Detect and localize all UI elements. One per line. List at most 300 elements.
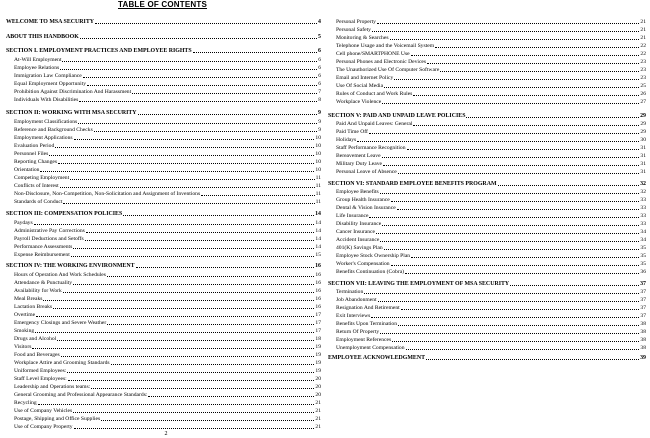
toc-entry[interactable] bbox=[336, 34, 646, 42]
dot-leader bbox=[91, 388, 314, 389]
toc-entry-page: 35 bbox=[640, 261, 646, 267]
dot-leader bbox=[70, 179, 314, 180]
toc-entry-title: Performance Assessments bbox=[14, 244, 73, 250]
toc-entry-title: SECTION VII: LEAVING THE EMPLOYMENT OF MSA SECURITY bbox=[328, 281, 510, 287]
toc-entry[interactable] bbox=[336, 196, 646, 204]
toc-entry-title: Staff Performance Recognition bbox=[336, 145, 406, 151]
toc-entry[interactable] bbox=[336, 288, 646, 296]
toc-entry[interactable] bbox=[336, 58, 646, 66]
toc-entry-page: 10 bbox=[315, 151, 321, 157]
toc-entry-title: Competing Employment bbox=[14, 175, 70, 181]
toc-entry-title: Cancer Insurance bbox=[336, 229, 375, 235]
toc-entry[interactable] bbox=[14, 166, 321, 174]
dot-leader bbox=[62, 61, 317, 62]
toc-entry-title: Reporting Changes bbox=[14, 159, 58, 165]
toc-entry-page: 21 bbox=[315, 400, 321, 406]
dot-leader bbox=[71, 256, 315, 257]
toc-entry[interactable] bbox=[336, 268, 646, 276]
toc-entry-title: The Unauthorized Use Of Computer Software bbox=[336, 67, 440, 73]
toc-entry-title: Use of Company Property bbox=[14, 424, 73, 430]
toc-entry-page: 23 bbox=[640, 59, 646, 65]
toc-entry[interactable] bbox=[14, 343, 321, 351]
toc-entry[interactable] bbox=[336, 26, 646, 34]
toc-entry[interactable] bbox=[14, 243, 321, 251]
dot-leader bbox=[382, 157, 640, 158]
toc-entry-page: 20 bbox=[315, 376, 321, 382]
toc-entry[interactable] bbox=[336, 120, 646, 128]
toc-entry[interactable] bbox=[14, 359, 321, 367]
toc-entry-title: Personal Safety bbox=[336, 27, 371, 33]
toc-entry-title: Visitors bbox=[14, 344, 32, 350]
toc-entry-page: 21 bbox=[640, 35, 646, 41]
dot-leader bbox=[35, 332, 314, 333]
toc-entry-title: SECTION VI: STANDARD EMPLOYEE BENEFITS PROGRAM bbox=[328, 181, 497, 187]
toc-entry[interactable] bbox=[14, 219, 321, 227]
dot-leader bbox=[406, 349, 640, 350]
toc-entry[interactable] bbox=[14, 72, 321, 80]
dot-leader bbox=[411, 257, 639, 258]
toc-entry-page: 23 bbox=[640, 67, 646, 73]
dot-leader bbox=[94, 131, 317, 132]
toc-entry-title: Use of Company Vehicles bbox=[14, 408, 73, 414]
toc-entry-page: 31 bbox=[640, 153, 646, 159]
toc-entry-title: Lactation Breaks bbox=[14, 304, 53, 310]
toc-entry-page: 38 bbox=[640, 345, 646, 351]
toc-entry-page: 17 bbox=[315, 320, 321, 326]
toc-entry-title: Recycling bbox=[14, 400, 37, 406]
toc-entry[interactable] bbox=[14, 311, 321, 319]
toc-entry-title: Evaluation Period bbox=[14, 143, 55, 149]
toc-entry-page: 9 bbox=[318, 110, 321, 116]
toc-entry-title: Bereavement Leave bbox=[336, 153, 381, 159]
toc-entry-title: SECTION II: WORKING WITH MSA SECURITY bbox=[6, 110, 137, 116]
toc-entry-page: 33 bbox=[640, 205, 646, 211]
dot-leader bbox=[86, 232, 315, 233]
toc-entry-page: 10 bbox=[315, 135, 321, 141]
dot-leader bbox=[377, 23, 639, 24]
toc-entry[interactable] bbox=[14, 319, 321, 327]
toc-entry-page: 14 bbox=[315, 236, 321, 242]
page-number: 2 bbox=[164, 431, 168, 437]
dot-leader bbox=[78, 123, 317, 124]
toc-entry[interactable] bbox=[336, 328, 646, 336]
toc-entry-page: 11 bbox=[315, 175, 321, 181]
toc-entry-page: 16 bbox=[315, 263, 321, 269]
dot-leader bbox=[391, 201, 640, 202]
toc-section-heading[interactable] bbox=[6, 109, 321, 117]
toc-entry[interactable] bbox=[336, 18, 646, 26]
dot-leader bbox=[193, 52, 317, 53]
dot-leader bbox=[411, 55, 640, 56]
toc-entry-page: 33 bbox=[640, 221, 646, 227]
toc-entry-title: Non-Disclosure, Non-Competition, Non-Solicitation and Assignment of Inventions bbox=[14, 191, 201, 197]
dot-leader bbox=[401, 309, 640, 310]
toc-entry-page: 17 bbox=[315, 328, 321, 334]
toc-section-heading[interactable] bbox=[6, 18, 321, 26]
toc-entry[interactable] bbox=[336, 228, 646, 236]
toc-entry-title: Worker's Compensation bbox=[336, 261, 390, 267]
toc-entry-title: Meal Breaks bbox=[14, 296, 43, 302]
toc-entry-page: 23 bbox=[640, 75, 646, 81]
toc-entry-title: Uniformed Employees: bbox=[14, 368, 67, 374]
toc-entry[interactable] bbox=[336, 344, 646, 352]
dot-leader bbox=[498, 185, 640, 186]
dot-leader bbox=[60, 69, 317, 70]
dot-leader bbox=[380, 333, 639, 334]
toc-entry-page: 5 bbox=[318, 34, 321, 40]
toc-entry[interactable] bbox=[14, 295, 321, 303]
dot-leader bbox=[378, 301, 640, 302]
toc-entry[interactable] bbox=[336, 260, 646, 268]
toc-section-heading[interactable] bbox=[328, 180, 646, 188]
dot-leader bbox=[57, 340, 314, 341]
toc-entry-page: 20 bbox=[315, 384, 321, 390]
dot-leader bbox=[36, 316, 314, 317]
toc-entry[interactable] bbox=[336, 152, 646, 160]
dot-leader bbox=[101, 420, 314, 421]
toc-entry-title: Monitoring & Searches bbox=[336, 35, 389, 41]
dot-leader bbox=[392, 341, 639, 342]
toc-entry[interactable] bbox=[14, 80, 321, 88]
toc-entry-page: 31 bbox=[640, 169, 646, 175]
dot-leader bbox=[136, 267, 315, 268]
toc-entry-page: 16 bbox=[315, 272, 321, 278]
dot-leader bbox=[79, 101, 317, 102]
toc-entry-page: 19 bbox=[315, 352, 321, 358]
dot-leader bbox=[123, 215, 314, 216]
dot-leader bbox=[40, 171, 314, 172]
toc-entry-title: Paid Time Off bbox=[336, 129, 368, 135]
toc-entry[interactable] bbox=[14, 351, 321, 359]
toc-entry-page: 6 bbox=[318, 48, 321, 54]
toc-entry-page: 37 bbox=[640, 313, 646, 319]
toc-entry-title: Personnel Files bbox=[14, 151, 49, 157]
toc-entry[interactable] bbox=[14, 134, 321, 142]
toc-entry-title: Immigration Law Compliance bbox=[14, 73, 82, 79]
toc-entry[interactable] bbox=[336, 244, 646, 252]
toc-entry-page: 37 bbox=[640, 297, 646, 303]
toc-entry[interactable] bbox=[14, 423, 321, 431]
toc-entry-title: Employee Stock Ownership Plan bbox=[336, 253, 411, 259]
toc-entry[interactable] bbox=[14, 407, 321, 415]
toc-entry[interactable] bbox=[336, 136, 646, 144]
toc-entry-title: Employment Applications bbox=[14, 135, 73, 141]
toc-entry-title: Employee Relations bbox=[14, 65, 60, 71]
toc-entry-title: Exit Interviews bbox=[336, 313, 371, 319]
dot-leader bbox=[55, 147, 314, 148]
toc-entry[interactable] bbox=[14, 235, 321, 243]
dot-leader bbox=[74, 428, 315, 429]
toc-entry[interactable] bbox=[14, 150, 321, 158]
dot-leader bbox=[435, 47, 639, 48]
toc-entry-page: 38 bbox=[640, 329, 646, 335]
toc-entry[interactable] bbox=[336, 320, 646, 328]
toc-entry-title: Return Of Property bbox=[336, 329, 380, 335]
dot-leader bbox=[407, 149, 640, 150]
toc-entry-title: Use Of Social Media bbox=[336, 83, 384, 89]
toc-entry-title: Telephone Usage and the Voicemail System bbox=[336, 43, 435, 49]
dot-leader bbox=[68, 380, 315, 381]
toc-entry[interactable] bbox=[14, 227, 321, 235]
toc-entry-page: 37 bbox=[640, 281, 646, 287]
dot-leader bbox=[369, 217, 639, 218]
dot-leader bbox=[148, 396, 314, 397]
dot-leader bbox=[63, 203, 314, 204]
toc-entry[interactable] bbox=[336, 160, 646, 168]
toc-entry[interactable] bbox=[14, 367, 321, 375]
toc-entry-page: 36 bbox=[640, 269, 646, 275]
toc-entry[interactable] bbox=[14, 383, 321, 391]
toc-entry-title: Benefits Upon Termination bbox=[336, 321, 398, 327]
dot-leader bbox=[74, 139, 315, 140]
toc-entry-title: Payroll Deductions and Setoffs bbox=[14, 236, 84, 242]
dot-leader bbox=[34, 224, 315, 225]
toc-entry-page: 19 bbox=[315, 360, 321, 366]
toc-entry-title: SECTION IV: THE WORKING ENVIRONMENT bbox=[6, 263, 135, 269]
toc-entry-title: Rules of Conduct and Work Rules bbox=[336, 91, 413, 97]
toc-entry[interactable] bbox=[14, 64, 321, 72]
toc-entry[interactable] bbox=[14, 399, 321, 407]
toc-entry[interactable] bbox=[14, 251, 321, 259]
toc-entry-page: 32 bbox=[640, 181, 646, 187]
toc-entry-page: 6 bbox=[318, 81, 321, 87]
toc-entry-title: Benefits Continuation (Cobra) bbox=[336, 269, 405, 275]
toc-entry-title: Disability Insurance bbox=[336, 221, 382, 227]
toc-entry-title: General Grooming and Professional Appearance Standards: bbox=[14, 392, 148, 398]
dot-leader bbox=[83, 77, 317, 78]
toc-entry[interactable] bbox=[14, 174, 321, 182]
toc-entry[interactable] bbox=[336, 74, 646, 82]
dot-leader bbox=[87, 85, 317, 86]
toc-entry-page: 11 bbox=[315, 191, 321, 197]
toc-entry-page: 29 bbox=[640, 129, 646, 135]
toc-entry-title: Personal Phones and Electronic Devices bbox=[336, 59, 427, 65]
toc-entry[interactable] bbox=[14, 335, 321, 343]
toc-entry-title: Prohibition Against Discrimination And Harassment bbox=[14, 89, 132, 95]
toc-entry[interactable] bbox=[336, 144, 646, 152]
toc-entry-title: Holidays bbox=[336, 137, 357, 143]
dot-leader bbox=[426, 359, 639, 360]
toc-entry-page: 21 bbox=[315, 424, 321, 430]
toc-entry[interactable] bbox=[14, 190, 321, 198]
toc-entry[interactable] bbox=[336, 66, 646, 74]
toc-section-heading[interactable] bbox=[6, 210, 321, 218]
toc-entry[interactable] bbox=[14, 279, 321, 287]
toc-entry-page: 31 bbox=[640, 161, 646, 167]
dot-leader bbox=[364, 293, 639, 294]
toc-entry[interactable] bbox=[336, 220, 646, 228]
toc-entry-title: Food and Beverages bbox=[14, 352, 60, 358]
toc-entry-page: 16 bbox=[315, 296, 321, 302]
toc-entry[interactable] bbox=[14, 198, 321, 206]
dot-leader bbox=[440, 71, 639, 72]
dot-leader bbox=[67, 372, 314, 373]
toc-section-heading[interactable] bbox=[6, 33, 321, 41]
dot-leader bbox=[38, 404, 315, 405]
toc-entry-page: 16 bbox=[315, 280, 321, 286]
toc-entry-title: Attendance & Punctuality bbox=[14, 280, 73, 286]
toc-entry[interactable] bbox=[14, 118, 321, 126]
toc-entry-title: EMPLOYEE ACKNOWLEDGMENT bbox=[328, 355, 426, 361]
toc-entry-page: 21 bbox=[640, 27, 646, 33]
toc-entry[interactable] bbox=[14, 126, 321, 134]
dot-leader bbox=[73, 248, 314, 249]
dot-leader bbox=[397, 209, 640, 210]
toc-entry-title: SECTION I. EMPLOYMENT PRACTICES AND EMPLOYEE RIGHTS bbox=[6, 48, 192, 54]
toc-entry-title: Termination bbox=[336, 289, 364, 295]
toc-entry[interactable] bbox=[336, 98, 646, 106]
dot-leader bbox=[391, 265, 640, 266]
toc-entry-page: 6 bbox=[318, 65, 321, 71]
toc-entry[interactable] bbox=[14, 287, 321, 295]
toc-entry[interactable] bbox=[336, 188, 646, 196]
dot-leader bbox=[63, 292, 315, 293]
toc-entry-title: SECTION III: COMPENSATION POLICIES bbox=[6, 211, 123, 217]
toc-entry-page: 35 bbox=[640, 245, 646, 251]
dot-leader bbox=[49, 155, 314, 156]
dot-leader bbox=[376, 233, 639, 234]
toc-entry-page: 18 bbox=[315, 336, 321, 342]
toc-entry-title: Employment References bbox=[336, 337, 392, 343]
toc-entry-title: Employee Benefits bbox=[336, 189, 379, 195]
toc-entry-page: 22 bbox=[640, 51, 646, 57]
toc-entry-page: 10 bbox=[315, 167, 321, 173]
dot-leader bbox=[384, 87, 639, 88]
dot-leader bbox=[405, 273, 639, 274]
dot-leader bbox=[138, 114, 317, 115]
toc-section-heading[interactable] bbox=[6, 47, 321, 55]
toc-entry-title: Expense Reimbursement bbox=[14, 252, 70, 258]
toc-entry[interactable] bbox=[336, 336, 646, 344]
dot-leader bbox=[371, 317, 639, 318]
toc-entry-title: ABOUT THIS HANDBOOK bbox=[6, 34, 79, 40]
toc-entry-title: Email and Internet Policy bbox=[336, 75, 394, 81]
dot-leader bbox=[413, 125, 639, 126]
toc-entry-page: 25 bbox=[640, 83, 646, 89]
dot-leader bbox=[201, 195, 314, 196]
toc-entry[interactable] bbox=[336, 50, 646, 58]
toc-entry-page: 11 bbox=[315, 183, 321, 189]
toc-entry-page: 19 bbox=[315, 344, 321, 350]
dot-leader bbox=[390, 39, 640, 40]
toc-entry-page: 29 bbox=[640, 113, 646, 119]
toc-entry-title: Hours of Operation And Work Schedules bbox=[14, 272, 106, 278]
toc-section-heading[interactable] bbox=[328, 354, 646, 362]
toc-entry[interactable] bbox=[336, 128, 646, 136]
toc-entry-title: Unemployment Compensation bbox=[336, 345, 405, 351]
toc-entry[interactable] bbox=[14, 182, 321, 190]
toc-entry-page: 14 bbox=[315, 228, 321, 234]
toc-entry-title: Dental & Vision Insurance bbox=[336, 205, 396, 211]
toc-section-heading[interactable] bbox=[328, 280, 646, 288]
toc-entry-title: Availability for Work bbox=[14, 288, 62, 294]
toc-entry-page: 14 bbox=[315, 244, 321, 250]
toc-entry-title: Emergency Closings and Severe Weather bbox=[14, 320, 107, 326]
toc-entry-title: Orientation bbox=[14, 167, 40, 173]
toc-entry-title: Overtime bbox=[14, 312, 36, 318]
toc-entry-title: Personal Leave of Absence bbox=[336, 169, 397, 175]
toc-entry-page: 15 bbox=[315, 252, 321, 258]
toc-entry-page: 14 bbox=[315, 211, 321, 217]
toc-section-heading[interactable] bbox=[6, 262, 321, 270]
dot-leader bbox=[95, 23, 317, 24]
toc-entry-title: WELCOME TO MSA SECURITY bbox=[6, 19, 94, 25]
toc-entry-page: 21 bbox=[640, 19, 646, 25]
toc-entry[interactable] bbox=[336, 312, 646, 320]
toc-entry[interactable] bbox=[14, 142, 321, 150]
toc-entry-page: 4 bbox=[318, 19, 321, 25]
toc-entry-page: 17 bbox=[315, 312, 321, 318]
toc-entry-title: 401(K) Savings Plan bbox=[336, 245, 383, 251]
toc-entry-title: Equal Employment Opportunity bbox=[14, 81, 87, 87]
toc-entry-page: 7 bbox=[318, 89, 321, 95]
toc-entry[interactable] bbox=[14, 303, 321, 311]
toc-entry[interactable] bbox=[14, 56, 321, 64]
toc-entry-title: Military Duty Leave bbox=[336, 161, 382, 167]
toc-entry-page: 34 bbox=[640, 229, 646, 235]
toc-entry-page: 11 bbox=[315, 199, 321, 205]
toc-entry-title: Workplace Violence bbox=[336, 99, 382, 105]
dot-leader bbox=[398, 325, 639, 326]
toc-entry-title: SECTION V: PAID AND UNPAID LEAVE POLICIES bbox=[328, 113, 466, 119]
toc-entry[interactable] bbox=[14, 327, 321, 335]
toc-entry-page: 35 bbox=[640, 253, 646, 259]
toc-entry[interactable] bbox=[14, 391, 321, 399]
toc-entry[interactable] bbox=[336, 204, 646, 212]
dot-leader bbox=[510, 285, 639, 286]
toc-entry[interactable] bbox=[336, 252, 646, 260]
toc-entry-page: 37 bbox=[640, 305, 646, 311]
dot-leader bbox=[466, 117, 639, 118]
toc-entry[interactable] bbox=[14, 96, 321, 104]
toc-entry[interactable] bbox=[14, 375, 321, 383]
toc-entry[interactable] bbox=[14, 88, 321, 96]
toc-entry-page: 22 bbox=[640, 43, 646, 49]
toc-entry[interactable] bbox=[336, 82, 646, 90]
toc-entry-page: 6 bbox=[318, 57, 321, 63]
toc-entry[interactable] bbox=[336, 168, 646, 176]
toc-entry-page: 34 bbox=[640, 237, 646, 243]
toc-entry-page: 6 bbox=[318, 73, 321, 79]
toc-entry[interactable] bbox=[336, 296, 646, 304]
toc-entry-title: Standards of Conduct bbox=[14, 199, 63, 205]
toc-entry-title: Accident Insurance bbox=[336, 237, 380, 243]
toc-section-heading[interactable] bbox=[328, 112, 646, 120]
toc-entry[interactable] bbox=[336, 236, 646, 244]
toc-entry[interactable] bbox=[14, 271, 321, 279]
dot-leader bbox=[80, 38, 317, 39]
dot-leader bbox=[427, 63, 639, 64]
toc-entry-title: Life Insurance bbox=[336, 213, 369, 219]
dot-leader bbox=[413, 95, 639, 96]
toc-entry-title: Group Health Insurance bbox=[336, 197, 390, 203]
toc-entry-page: 33 bbox=[640, 213, 646, 219]
dot-leader bbox=[73, 412, 314, 413]
toc-entry[interactable] bbox=[336, 304, 646, 312]
toc-entry-page: 10 bbox=[315, 143, 321, 149]
dot-leader bbox=[357, 141, 639, 142]
toc-entry-title: Postage, Shipping and Office Supplies bbox=[14, 416, 101, 422]
dot-leader bbox=[398, 173, 640, 174]
toc-entry[interactable] bbox=[336, 90, 646, 98]
toc-entry[interactable] bbox=[14, 415, 321, 423]
toc-entry[interactable] bbox=[336, 42, 646, 50]
dot-leader bbox=[107, 324, 314, 325]
toc-entry[interactable] bbox=[336, 212, 646, 220]
toc-entry-page: 27 bbox=[640, 99, 646, 105]
toc-entry[interactable] bbox=[14, 158, 321, 166]
toc-entry-page: 38 bbox=[640, 337, 646, 343]
